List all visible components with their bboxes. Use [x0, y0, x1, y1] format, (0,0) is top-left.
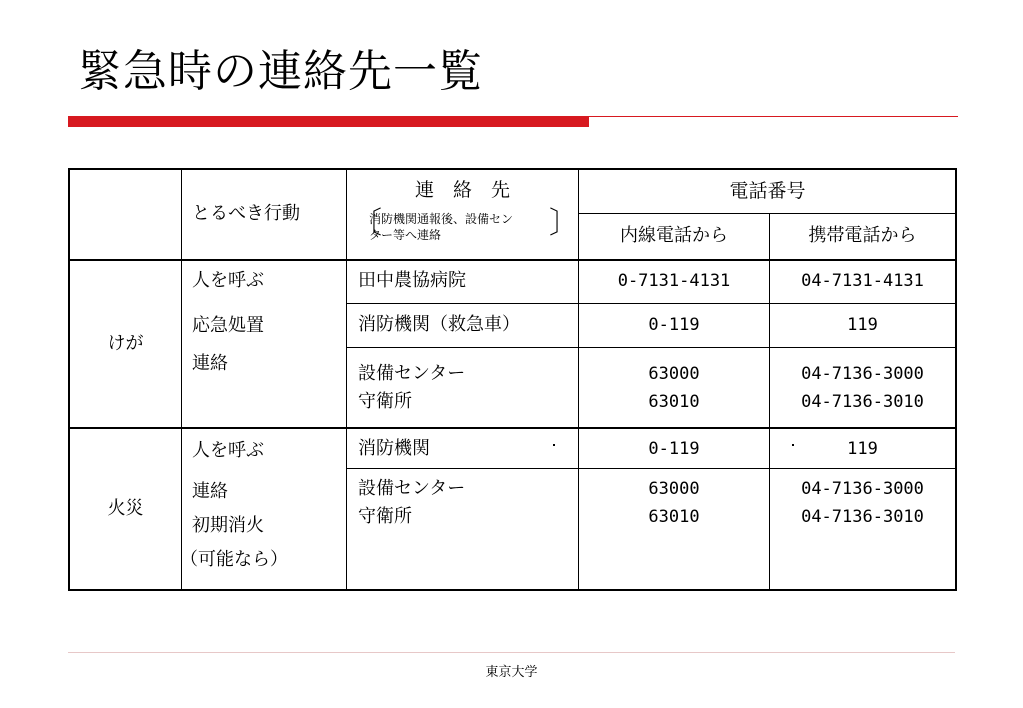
injury-row-divider-2: [346, 347, 956, 348]
injury-action: 人を呼ぶ: [192, 270, 264, 291]
category-injury: けが: [107, 333, 144, 354]
header-phone: 電話番号: [729, 180, 806, 202]
header-contact: 連 絡 先: [414, 179, 510, 201]
injury-internal: 63010: [648, 392, 700, 412]
injury-mobile: 119: [847, 315, 878, 335]
fire-internal: 63000: [648, 479, 700, 499]
fire-contact: 設備センター: [358, 478, 466, 499]
injury-row-divider-1: [346, 303, 956, 304]
injury-internal: 63000: [648, 364, 700, 384]
fire-action: 初期消火: [192, 515, 264, 536]
note-bracket-left: 〔: [352, 206, 382, 241]
table-border-left: [68, 168, 70, 591]
header-bottom-border: [68, 259, 956, 261]
injury-contact: 設備センター: [358, 363, 466, 384]
table-border-right: [955, 168, 957, 591]
injury-contact: 守衛所: [358, 391, 412, 412]
stray-dot: [553, 444, 555, 446]
table-border-bottom: [68, 589, 956, 591]
injury-contact: 消防機関（救急車）: [358, 314, 520, 335]
fire-internal: 63010: [648, 507, 700, 527]
injury-internal: 0-119: [648, 315, 700, 335]
injury-action: 応急処置: [192, 315, 264, 336]
injury-action: 連絡: [192, 353, 228, 374]
injury-mobile: 04-7136-3000: [801, 364, 924, 384]
header-contact-note-line1: 消防機関通報後、設備セン: [369, 212, 514, 226]
header-phone-divider: [578, 213, 956, 214]
page-title: 緊急時の連絡先一覧: [78, 46, 483, 97]
footer-rule: [68, 652, 955, 653]
category-fire: 火災: [107, 498, 144, 519]
fire-action: 人を呼ぶ: [192, 440, 264, 461]
header-mobile: 携帯電話から: [808, 225, 917, 246]
injury-mobile: 04-7136-3010: [801, 392, 924, 412]
section-divider: [68, 427, 956, 429]
fire-mobile: 04-7136-3000: [801, 479, 924, 499]
fire-contact: 消防機関: [358, 438, 430, 459]
fire-mobile: 04-7136-3010: [801, 507, 924, 527]
fire-action: 連絡: [192, 481, 228, 502]
header-contact-note-line2: ター等へ連絡: [369, 228, 442, 242]
fire-row-divider-1: [346, 468, 956, 469]
footer-text: 東京大学: [485, 665, 538, 680]
header-action: とるべき行動: [192, 203, 300, 224]
fire-internal: 0-119: [648, 439, 700, 459]
injury-internal: 0-7131-4131: [617, 271, 731, 291]
injury-contact: 田中農協病院: [358, 270, 466, 291]
table-border-top: [68, 168, 956, 170]
fire-contact: 守衛所: [358, 506, 412, 527]
note-bracket-right: 〕: [549, 206, 579, 241]
header-internal: 内線電話から: [620, 225, 728, 246]
column-divider-action: [346, 168, 347, 591]
fire-mobile: 119: [847, 439, 878, 459]
title-underline-rule: [589, 116, 958, 117]
title-underline-accent: [68, 116, 589, 127]
column-divider-category: [181, 168, 182, 591]
fire-action: （可能なら）: [180, 549, 288, 570]
injury-mobile: 04-7131-4131: [801, 271, 924, 291]
